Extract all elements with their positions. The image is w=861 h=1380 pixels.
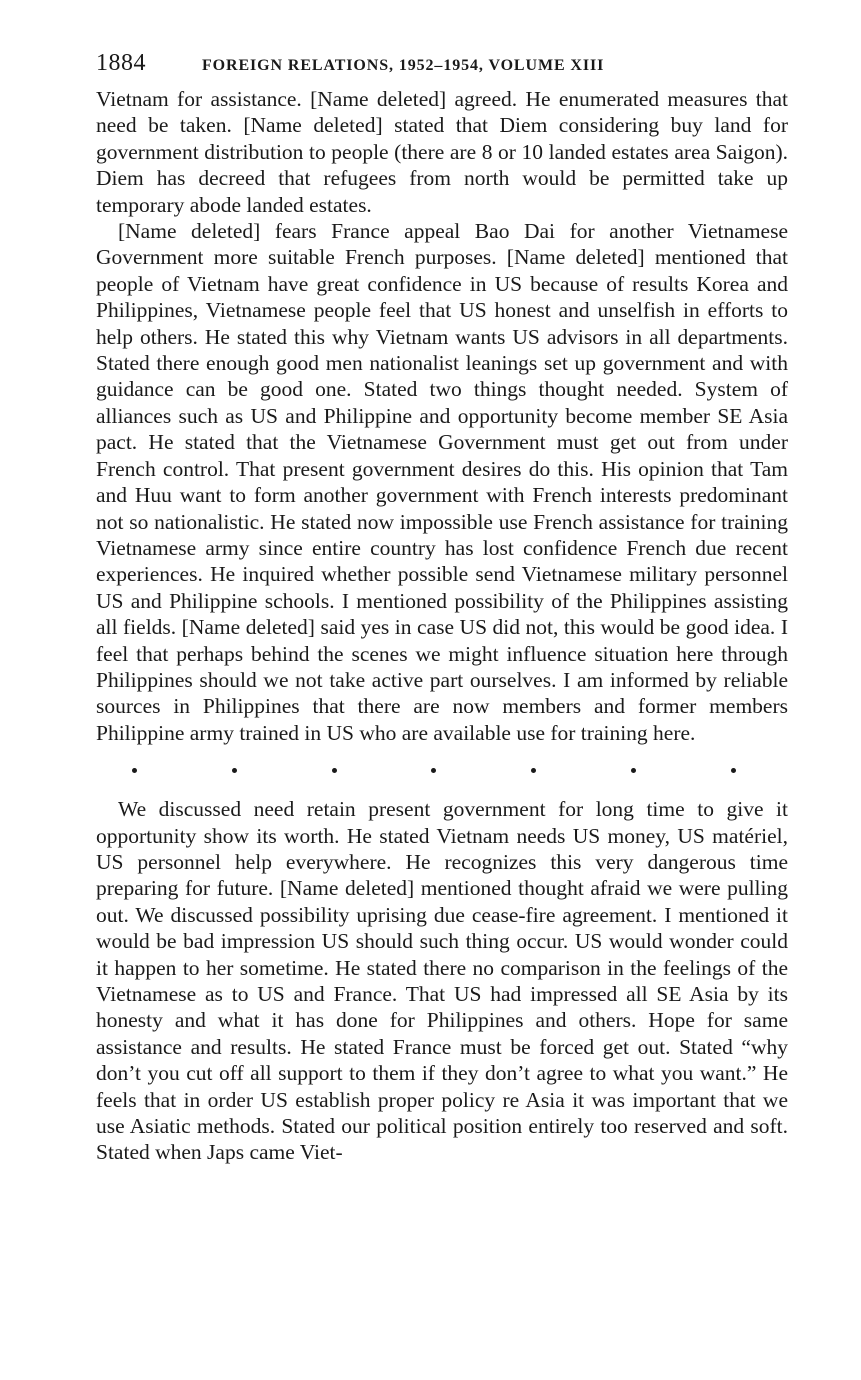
omission-dot: [332, 768, 337, 773]
paragraph-name-deleted-fears: [Name deleted] fears France appeal Bao Dai for another Vietnamese Government more suitable French purposes. [Name deleted] mentioned that people of Vietnam have great confidence in US because of results Korea and Philippines, Vietnamese people feel that US honest and unselfish in efforts to help others. He stated this why Vietnam wants US advisors in all departments. Stated there enough good men nationalist leanings set up government and with guidance can be good one. Stated two things thought needed. System of alliances such as US and Philippine and opportunity become member SE Asia pact. He stated that the Vietnamese Government must get out from under French control. That present government desires do this. His opinion that Tam and Huu want to form another government with French interests predominant not so nationalistic. He stated now impossible use French assistance for training Vietnamese army since entire country has lost confidence French due recent experiences. He inquired whether possible send Vietnamese military personnel US and Philippine schools. I mentioned possibility of the Philippines assisting all fields. [Name deleted] said yes in case US did not, this would be good idea. I feel that perhaps behind the scenes we might influence situation here through Philippines should we not take active part ourselves. I am informed by reliable sources in Philippines that there are now members and former members Philippine army trained in US who are available use for training here.: [96, 219, 788, 745]
paragraph-we-discussed: We discussed need retain present government for long time to give it opportunity show its worth. He stated Vietnam needs US money, US matériel, US personnel help everywhere. He recognizes this very dangerous time preparing for future. [Name deleted] mentioned thought afraid we were pulling out. We discussed possibility uprising due cease-fire agreement. I mentioned it would be bad impression US should such thing occur. US would wonder could it happen to her sometime. He stated there no comparison in the feelings of the Vietnamese as to US and France. That US had impressed all SE Asia by its honesty and what it has done for Philippines and others. Hope for same assistance and results. He stated France must be forced get out. Stated “why don’t you cut off all support to them if they don’t agree to what you want.” He feels that in order US establish proper policy re Asia it was important that we use Asiatic methods. Stated our political position entirely too reserved and soft. Stated when Japs came Viet-: [96, 797, 788, 1165]
document-page: [96, 50, 788, 1166]
omission-dot: [731, 768, 736, 773]
paragraph-continued: Vietnam for assistance. [Name deleted] agreed. He enumerated measures that need be taken. [Name deleted] stated that Diem considering buy land for government distribution to people (there are 8 or 10 landed estates area Saigon). Diem has decreed that refugees from north would be permitted take up temporary abode landed estates.: [96, 87, 788, 217]
running-title: FOREIGN RELATIONS, 1952–1954, VOLUME XIII: [202, 57, 605, 74]
omission-dot: [631, 768, 636, 773]
omission-dot: [232, 768, 237, 773]
running-head: [96, 50, 788, 86]
omission-dot: [132, 768, 137, 773]
page-number: 1884: [96, 50, 146, 76]
omission-dots: [96, 754, 788, 786]
omission-dot: [431, 768, 436, 773]
omission-dot: [531, 768, 536, 773]
